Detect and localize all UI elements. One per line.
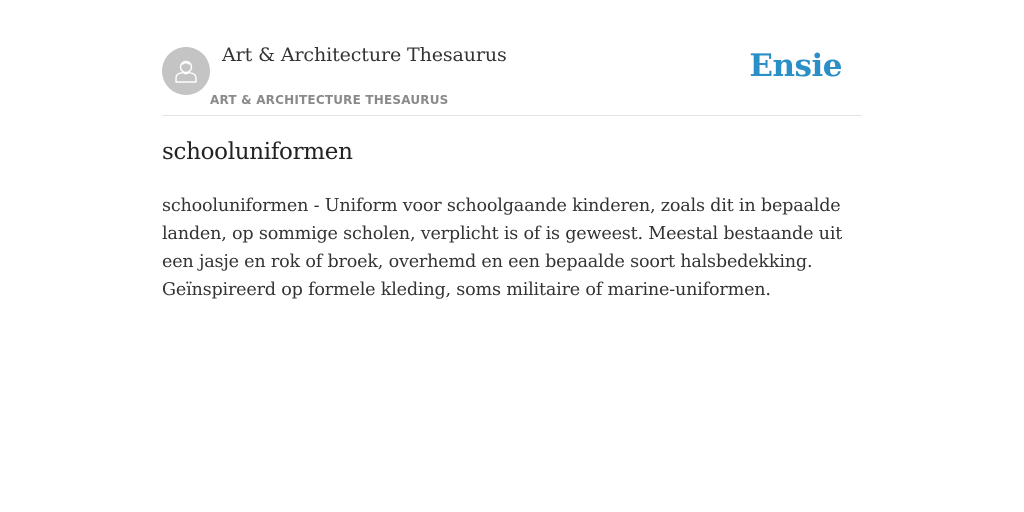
ensie-logo[interactable]: Ensie bbox=[749, 48, 842, 84]
avatar[interactable] bbox=[162, 47, 210, 95]
page-container bbox=[162, 0, 862, 300]
source-subtitle[interactable]: ART & ARCHITECTURE THESAURUS bbox=[210, 93, 449, 107]
user-icon bbox=[172, 57, 200, 85]
term-definition: schooluniformen - Uniform voor schoolgaande kinderen, zoals dit in bepaalde landen, op sommige scholen, verplicht is of is geweest. Meestal bestaande uit een jasje en rok of broek, overhemd en een bepaalde soort halsbedekking. Geïnspireerd op formele kleding, soms militaire of marine-uniformen. bbox=[162, 196, 843, 300]
term-title: schooluniformen bbox=[162, 139, 353, 165]
source-title[interactable]: Art & Architecture Thesaurus bbox=[222, 44, 507, 66]
source-header bbox=[162, 0, 862, 116]
